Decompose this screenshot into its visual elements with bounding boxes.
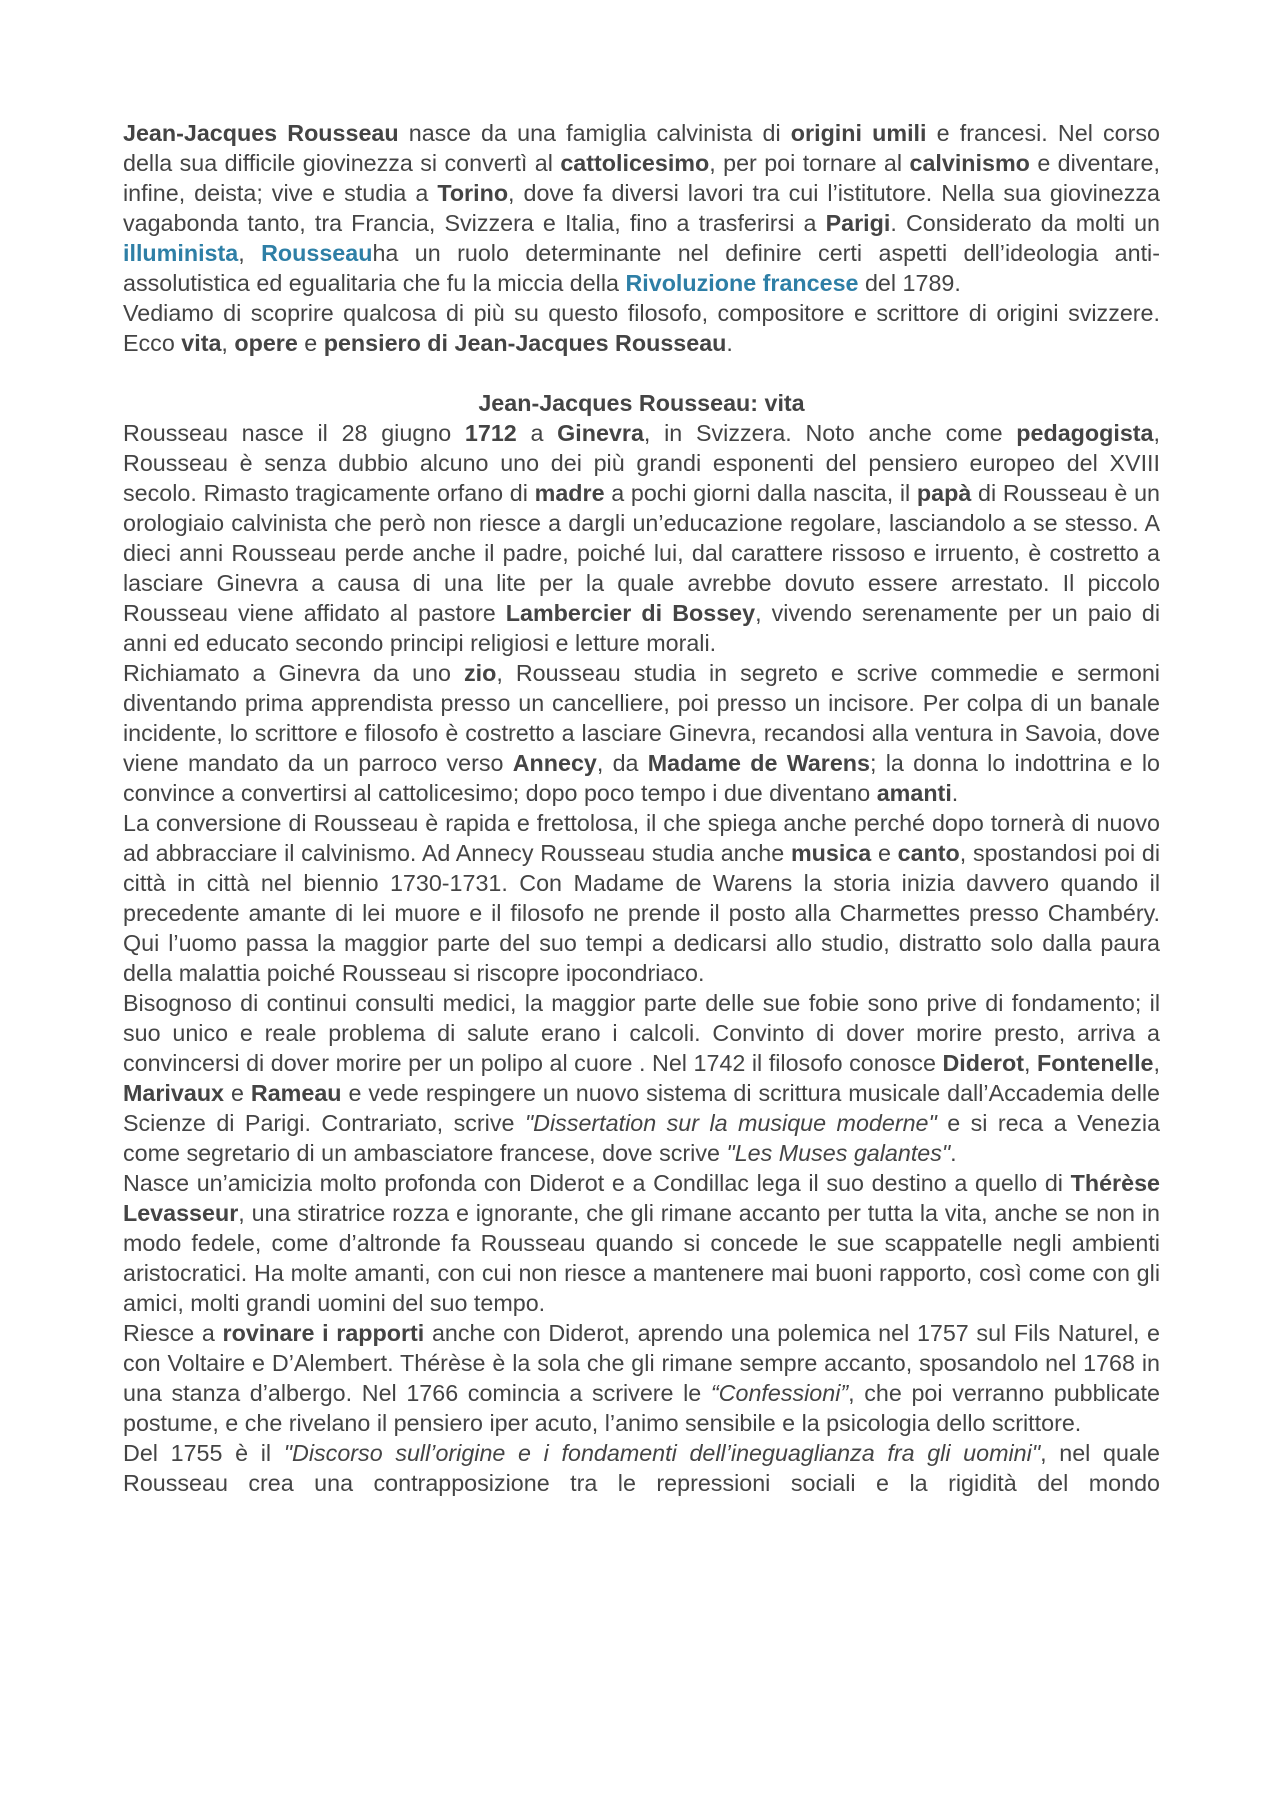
text-run: Rousseau nasce il 28 giugno bbox=[123, 420, 465, 446]
work-title: “Confessioni” bbox=[710, 1380, 849, 1406]
vita-paragraph-3 bbox=[123, 808, 1160, 988]
text-run: Bisognoso di continui consulti medici, la maggior parte delle sue fobie sono prive di fondamento; il suo unico e reale problema di salute erano i calcoli. Convinto di dover morire presto, arriva a convincersi di dover morire per un polipo al cuore . Nel 1742 il filosofo conosce bbox=[123, 990, 1160, 1076]
text-run: La conversione di Rousseau è rapida e frettolosa, il che spiega anche perché dopo tornerà di nuovo ad abbracciare il calvinismo. Ad Annecy Rousseau studia anche bbox=[123, 810, 1160, 866]
vita-paragraph-4 bbox=[123, 988, 1160, 1168]
document-page bbox=[123, 118, 1160, 1498]
text-run: a pochi giorni dalla nascita, il bbox=[604, 480, 917, 506]
text-run: Richiamato a Ginevra da uno bbox=[123, 660, 464, 686]
bold-term: Torino bbox=[437, 180, 509, 206]
text-run: e si reca a Venezia come segretario di un ambasciatore francese, dove scrive bbox=[123, 1110, 1161, 1166]
text-run: , Rousseau è senza dubbio alcuno uno dei più grandi esponenti del pensiero europeo del XVIII secolo. Rimasto tragicamente orfano di bbox=[123, 420, 1160, 506]
text-run: . Considerato da molti un bbox=[890, 210, 1161, 236]
text-run: , nel quale Rousseau crea una contrapposizione tra le repressioni sociali e la rigidità del mondo bbox=[123, 1440, 1160, 1496]
inline-link[interactable]: Rivoluzione francese bbox=[625, 270, 859, 296]
text-run: , Rousseau studia in segreto e scrive commedie e sermoni diventando prima apprendista presso un cancelliere, poi presso un incisore. Per colpa di un banale incidente, lo scrittore e filosofo è costretto a lasciare Ginevra, recandosi alla ventura in Savoia, dove viene mandato da un parroco verso bbox=[123, 660, 1160, 776]
spacer bbox=[123, 358, 1160, 388]
text-run: , da bbox=[596, 750, 648, 776]
text-run: , bbox=[1153, 1050, 1160, 1076]
bold-term: vita bbox=[181, 330, 222, 356]
vita-paragraph-7 bbox=[123, 1438, 1160, 1498]
text-run: ; la donna lo indottrina e lo convince a convertirsi al cattolicesimo; dopo poco tempo i due diventano bbox=[123, 750, 1160, 806]
text-run: anche con Diderot, aprendo una polemica nel 1757 sul Fils Naturel, e con Voltaire e D’Alembert. Thérèse è la sola che gli rimane sempre accanto, sposandolo nel 1768 in una stanza d’albergo. Nel 1766 comincia a scrivere le bbox=[123, 1320, 1160, 1406]
vita-paragraph-2 bbox=[123, 658, 1160, 808]
work-title: "Dissertation sur la musique moderne" bbox=[524, 1110, 937, 1136]
text-run: Riesce a bbox=[123, 1320, 223, 1346]
bold-term: musica bbox=[790, 840, 872, 866]
vita-paragraph-6 bbox=[123, 1318, 1160, 1438]
text-run: , bbox=[221, 330, 235, 356]
bold-term: canto bbox=[897, 840, 960, 866]
text-run: , bbox=[238, 240, 262, 266]
bold-term: Parigi bbox=[825, 210, 891, 236]
text-run: , in Svizzera. Noto anche come bbox=[643, 420, 1017, 446]
text-run: Vediamo di scoprire qualcosa di più su questo filosofo, compositore e scrittore di origini svizzere. Ecco bbox=[123, 300, 1160, 356]
bold-term: madre bbox=[534, 480, 605, 506]
text-run: , vivendo serenamente per un paio di anni ed educato secondo principi religiosi e letture morali. bbox=[123, 600, 1160, 656]
bold-term: amanti bbox=[876, 780, 952, 806]
intro-paragraph bbox=[123, 118, 1160, 298]
text-run: e francesi. Nel corso della sua difficile giovinezza si convertì al bbox=[123, 120, 1160, 176]
bold-term: Fontenelle bbox=[1037, 1050, 1154, 1076]
text-run: e bbox=[871, 840, 898, 866]
text-run: Nasce un’amicizia molto profonda con Diderot e a Condillac lega il suo destino a quello di bbox=[123, 1170, 1071, 1196]
text-run: . bbox=[950, 1140, 957, 1166]
text-run: . bbox=[951, 780, 959, 806]
vita-paragraph-5 bbox=[123, 1168, 1160, 1318]
text-run: e bbox=[297, 330, 324, 356]
intro-summary-paragraph bbox=[123, 298, 1160, 358]
text-run: nasce da una famiglia calvinista di bbox=[398, 120, 791, 146]
text-run: ha un ruolo determinante nel definire certi aspetti dell’ideologia anti-assolutistica ed egualitaria che fu la miccia della bbox=[123, 240, 1160, 296]
text-run: Del 1755 è il bbox=[123, 1440, 284, 1466]
text-run: , spostandosi poi di città in città nel biennio 1730-1731. Con Madame de Warens la storia inizia davvero quando il precedente amante di lei muore e il filosofo ne prende il posto alla Charmettes presso Chambéry. Qui l’uomo passa la maggior parte del suo tempi a dedicarsi allo studio, distratto solo dalla paura della malattia poiché Rousseau si riscopre ipocondriaco. bbox=[123, 840, 1161, 986]
vita-paragraph-1 bbox=[123, 418, 1160, 658]
bold-term: Marivaux bbox=[123, 1080, 225, 1106]
inline-link[interactable]: illuminista bbox=[123, 240, 239, 266]
text-run: di Rousseau è un orologiaio calvinista che però non riesce a dargli un’educazione regolare, lasciandolo a se stesso. A dieci anni Rousseau perde anche il padre, poiché lui, dal carattere rissoso e irruento, è costretto a lasciare Ginevra a causa di una lite per la quale avrebbe dovuto essere arrestato. Il piccolo Rousseau viene affidato al pastore bbox=[123, 480, 1160, 626]
bold-term: Madame de Warens bbox=[647, 750, 870, 776]
bold-term: pensiero di Jean-Jacques Rousseau bbox=[323, 330, 727, 356]
bold-term: 1712 bbox=[464, 420, 517, 446]
bold-term: Rameau bbox=[250, 1080, 342, 1106]
text-run: , una stiratrice rozza e ignorante, che gli rimane accanto per tutta la vita, anche se non in modo fedele, come d’altronde fa Rousseau quando si concede le sue scappatelle negli ambienti aristocratici. Ha molte amanti, con cui non riesce a mantenere mai buoni rapporto, così come con gli amici, molti grandi uomini del suo tempo. bbox=[123, 1200, 1160, 1316]
work-title: "Discorso sull’origine e i fondamenti dell’ineguaglianza fra gli uomini" bbox=[283, 1440, 1041, 1466]
bold-term: Annecy bbox=[512, 750, 597, 776]
text-run: , bbox=[1024, 1050, 1038, 1076]
bold-term: Ginevra bbox=[557, 420, 644, 446]
text-run: a bbox=[516, 420, 558, 446]
bold-term: Thérèse Levasseur bbox=[123, 1170, 1160, 1226]
bold-term: rovinare i rapporti bbox=[222, 1320, 425, 1346]
bold-term: papà bbox=[916, 480, 972, 506]
section-heading: Jean-Jacques Rousseau: vita bbox=[478, 390, 805, 416]
text-run: , dove fa diversi lavori tra cui l’istitutore. Nella sua giovinezza vagabonda tanto, tra Francia, Svizzera e Italia, fino a trasferirsi a bbox=[123, 180, 1160, 236]
bold-term: zio bbox=[463, 660, 497, 686]
bold-term: origini umili bbox=[790, 120, 927, 146]
text-run: , che poi verranno pubblicate postume, e che rivelano il pensiero iper acuto, l’animo sensibile e la psicologia dello scrittore. bbox=[123, 1380, 1160, 1436]
text-run: e diventare, infine, deista; vive e studia a bbox=[123, 150, 1160, 206]
bold-term: Jean-Jacques Rousseau bbox=[123, 120, 399, 146]
bold-term: opere bbox=[234, 330, 298, 356]
text-run: del 1789. bbox=[858, 270, 961, 296]
bold-term: calvinismo bbox=[909, 150, 1030, 176]
text-run: e bbox=[224, 1080, 251, 1106]
text-run: e vede respingere un nuovo sistema di scrittura musicale dall’Accademia delle Scienze di Parigi. Contrariato, scrive bbox=[123, 1080, 1160, 1136]
text-run: , per poi tornare al bbox=[709, 150, 910, 176]
bold-term: cattolicesimo bbox=[560, 150, 710, 176]
text-run: . bbox=[726, 330, 733, 356]
bold-term: Lambercier di Bossey bbox=[505, 600, 756, 626]
bold-term: pedagogista bbox=[1016, 420, 1154, 446]
inline-link[interactable]: Rousseau bbox=[261, 240, 373, 266]
work-title: "Les Muses galantes" bbox=[726, 1140, 951, 1166]
bold-term: Diderot bbox=[942, 1050, 1024, 1076]
